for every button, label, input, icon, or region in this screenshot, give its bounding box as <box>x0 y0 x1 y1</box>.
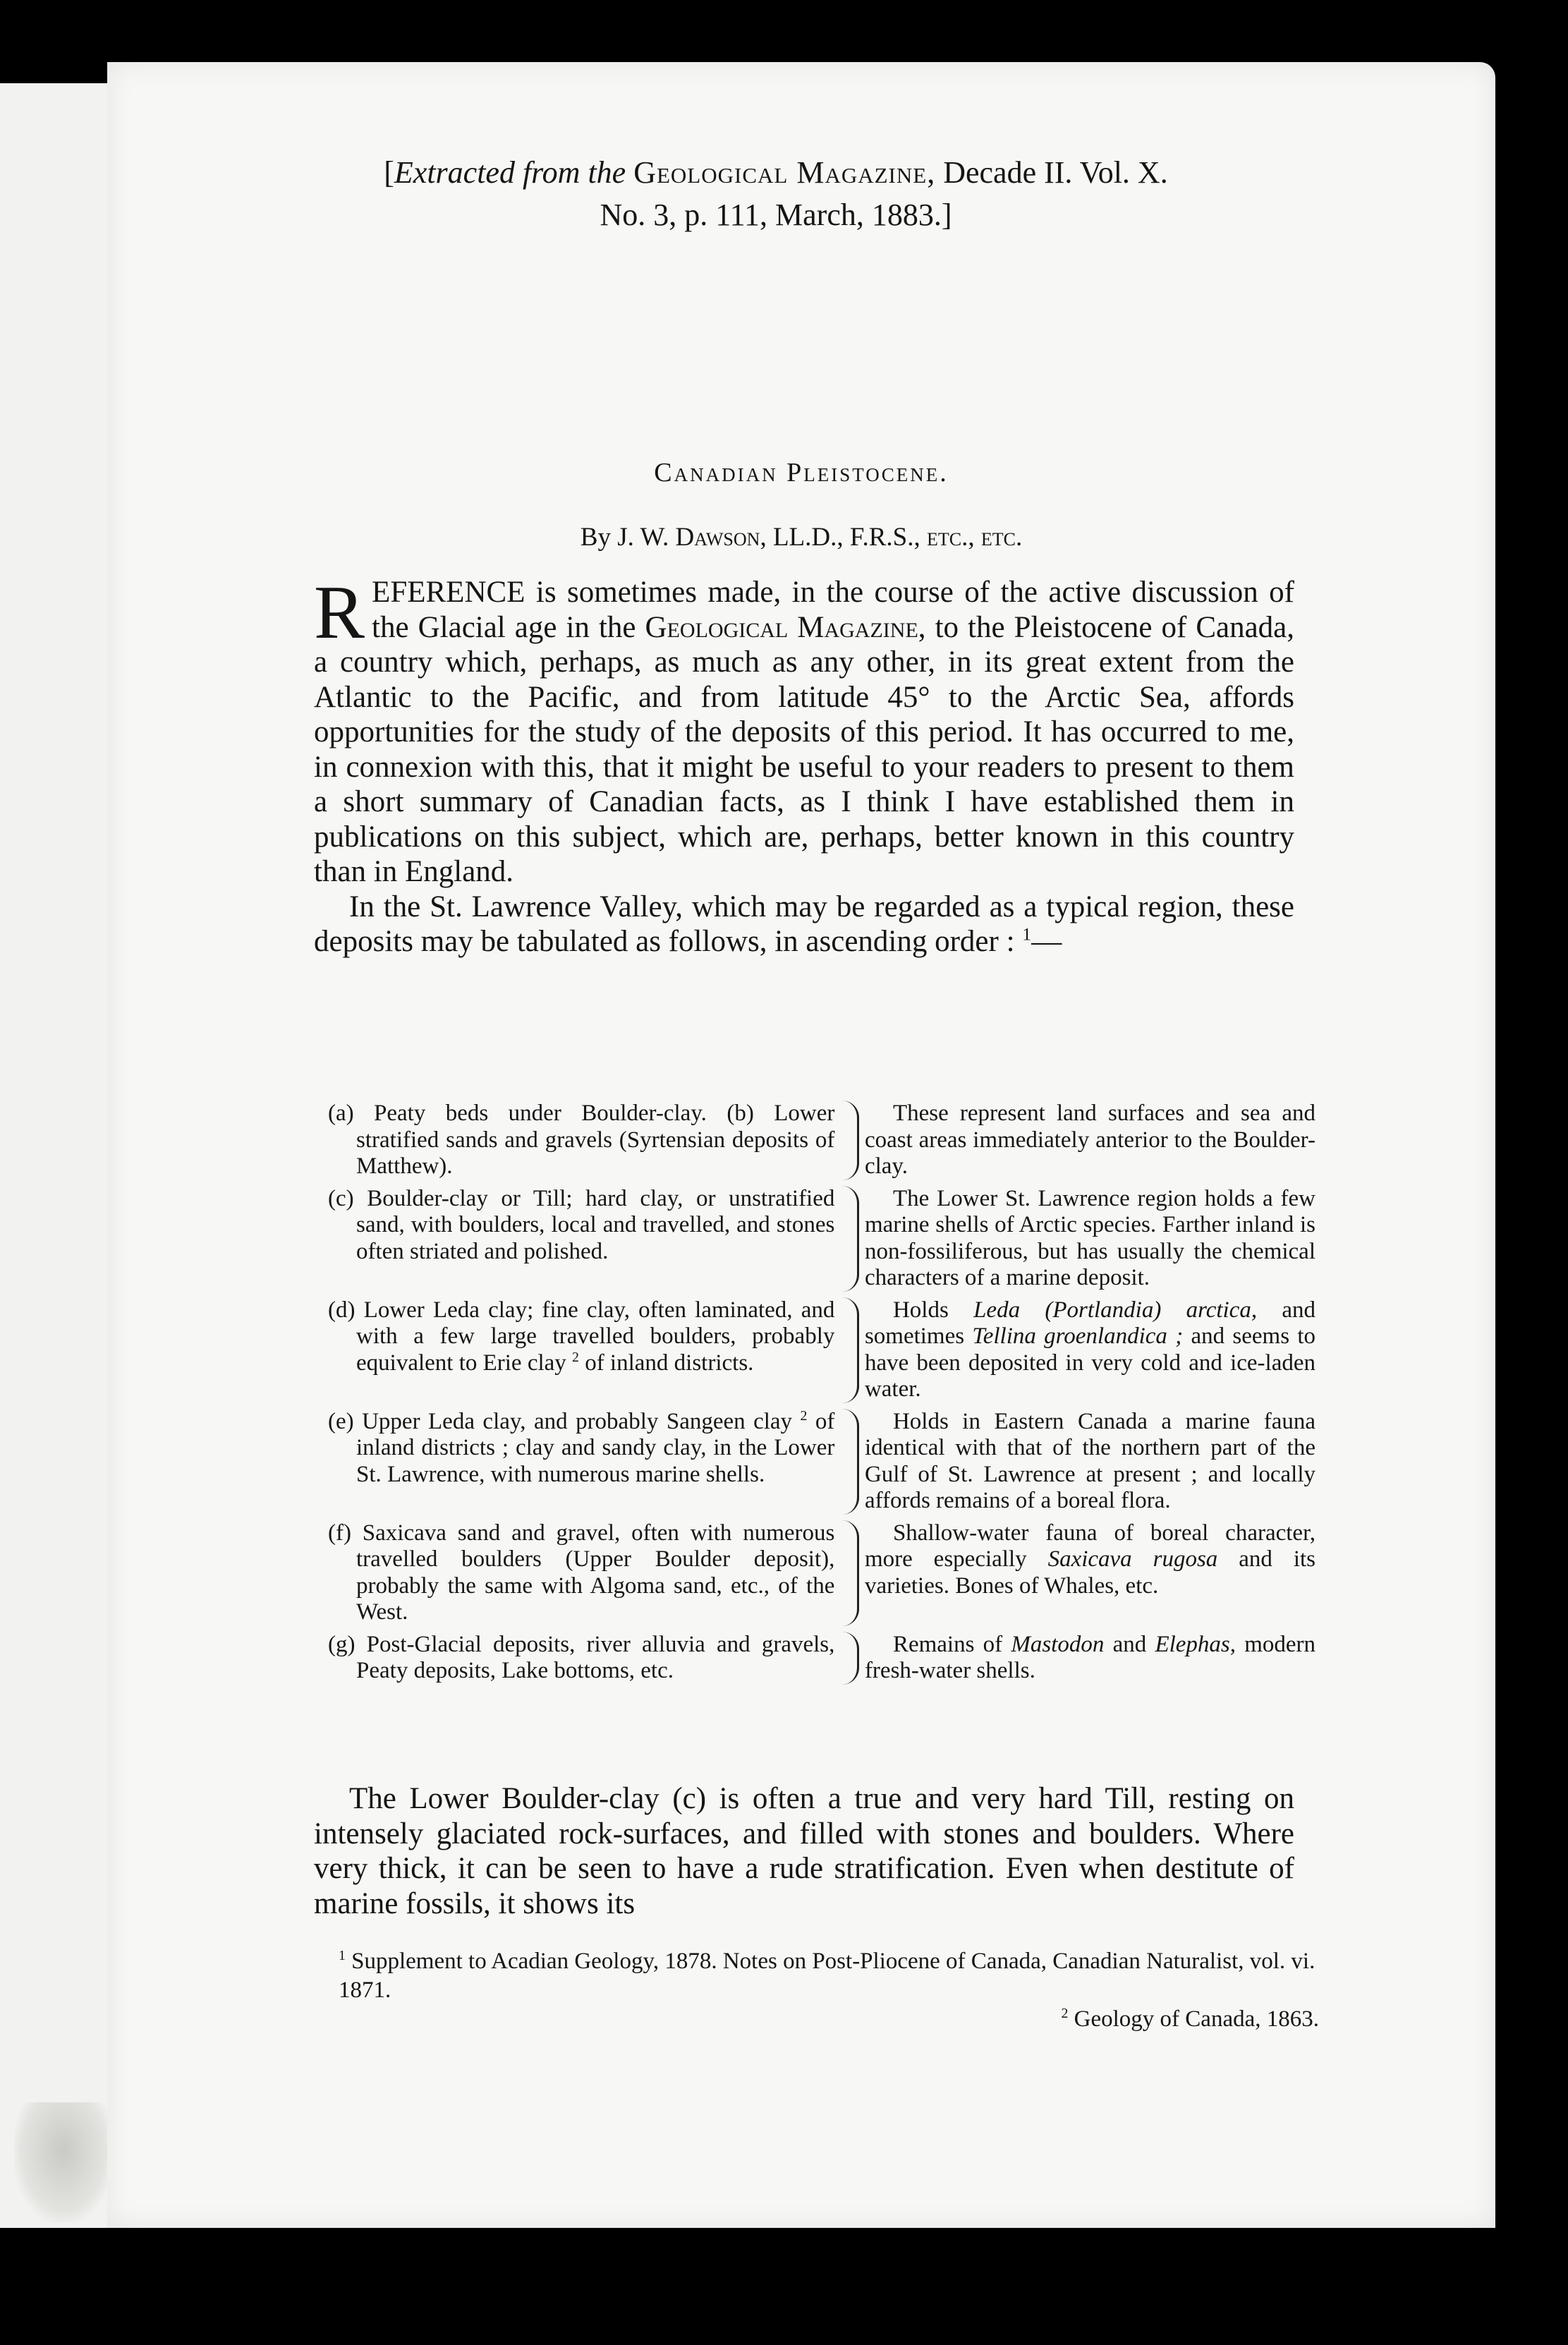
brace <box>839 1409 859 1515</box>
decade-volume: Decade II. Vol. X. <box>943 155 1168 190</box>
paragraph-3: The Lower Boulder-clay (c) is often a true and very hard Till, resting on intensely glaciated rock-surfaces, and filled with stones and boulders. Where very thick, it can be seen to have a rude stratification. Even when destitute of marine fossils, it shows its <box>314 1782 1294 1920</box>
deposits-table <box>328 1101 1315 1690</box>
journal-name: Geological Magazine, <box>633 155 936 190</box>
deposit-description: (f) Saxicava sand and gravel, often with numerous travelled boulders (Upper Boulder deposit), probably the same with Algoma sand, etc., of the West. <box>328 1520 835 1625</box>
deposit-description: (d) Lower Leda clay; fine clay, often laminated, and with a few large travelled boulders, probably equivalent to Erie clay $^2$ of inland districts. <box>328 1297 835 1376</box>
table-row <box>328 1520 1315 1626</box>
paragraph-2: In the St. Lawrence Valley, which may be regarded as a typical region, these deposits may be tabulated as follows, in ascending order : $^1$— <box>314 890 1294 958</box>
table-row <box>328 1186 1315 1292</box>
brace <box>839 1632 859 1685</box>
brace <box>839 1520 859 1626</box>
byline: By J. W. Dawson, LL.D., F.R.S., etc., etc. <box>580 523 1023 552</box>
deposit-description: (a) Peaty beds under Boulder-clay. (b) Lower stratified sands and gravels (Syrtensian deposits of Matthew). <box>328 1101 835 1179</box>
footnote-1: $^1$ Supplement to Acadian Geology, 1878. Notes on Post-Pliocene of Canada, Canadian Naturalist, vol. vi. 1871. <box>339 1948 1315 2003</box>
table-row <box>328 1297 1315 1403</box>
author: J. W. Dawson, LL.D., F.R.S., etc., etc. <box>617 523 1023 552</box>
paragraph-1: REFERENCE is sometimes made, in the course of the active discussion of the Glacial age in the Geological Magazine, to the Pleistocene of Canada, a country which, perhaps, as much as any other, in its great extent from the Atlantic to the Pacific, and from latitude 45° to the Arctic Sea, affords opportunities for the study of the deposits of this period. It has occurred to me, in connexion with this, that it might be useful to your readers to present to them a short summary of Canadian facts, as I think I have established them in publications on this subject, which are, perhaps, better known in this country than in England. <box>314 571 1295 888</box>
deposit-notes: Shallow-water fauna of boreal character, more especially Saxicava rugosa and its varieties. Bones of Whales, etc. <box>864 1520 1315 1599</box>
deposit-notes: Holds Leda (Portlandia) arctica, and sometimes Tellina groenlandica ; and seems to have been deposited in very cold and ice-laden water. <box>864 1297 1316 1402</box>
issue-info: No. 3, p. 111, March, 1883.] <box>600 198 952 232</box>
facing-page-edge <box>0 83 109 2228</box>
table-row <box>328 1101 1315 1180</box>
drop-cap: R <box>314 571 365 655</box>
table-row <box>328 1632 1315 1685</box>
deposit-notes: Remains of Mastodon and Elephas, modern fresh-water shells. <box>864 1631 1316 1683</box>
extract-header: [Extracted from the Geological Magazine, Decade II. Vol. X. No. 3, p. 111, March, 1883.] <box>384 155 1168 232</box>
footnote-ref: 1 <box>1022 923 1032 945</box>
deposit-notes: These represent land surfaces and sea and coast areas immediately anterior to the Boulder-clay. <box>864 1101 1315 1179</box>
brace <box>839 1186 859 1292</box>
brace <box>839 1297 859 1403</box>
footnotes <box>339 1947 1319 2034</box>
article-title: Canadian Pleistocene. <box>654 458 949 487</box>
table-row <box>328 1409 1315 1515</box>
footnote-2: $^2$ Geology of Canada, 1863. <box>1061 2006 1319 2032</box>
intro-text <box>314 571 1295 959</box>
deposit-description: (g) Post-Glacial deposits, river alluvia and gravels, Peaty deposits, Lake bottoms, etc. <box>328 1631 835 1683</box>
extract-label: Extracted from the <box>394 155 626 190</box>
brace <box>839 1101 859 1180</box>
deposit-notes: The Lower St. Lawrence region holds a few marine shells of Arctic species. Farther inland is non-fossiliferous, but has usually the chemical characters of a marine deposit. <box>864 1185 1315 1290</box>
journal-ref: Geological Magazine, <box>645 610 926 644</box>
paper-stain <box>14 2102 113 2222</box>
deposit-description: (c) Boulder-clay or Till; hard clay, or unstratified sand, with boulders, local and travelled, and stones often striated and polished. <box>328 1185 835 1264</box>
deposit-description: (e) Upper Leda clay, and probably Sangeen clay $^2$ of inland districts ; clay and sandy clay, in the Lower St. Lawrence, with numerous marine shells. <box>328 1407 835 1487</box>
deposit-notes: Holds in Eastern Canada a marine fauna identical with that of the northern part of the Gulf of St. Lawrence at present ; and locally affords remains of a boreal flora. <box>864 1408 1315 1513</box>
